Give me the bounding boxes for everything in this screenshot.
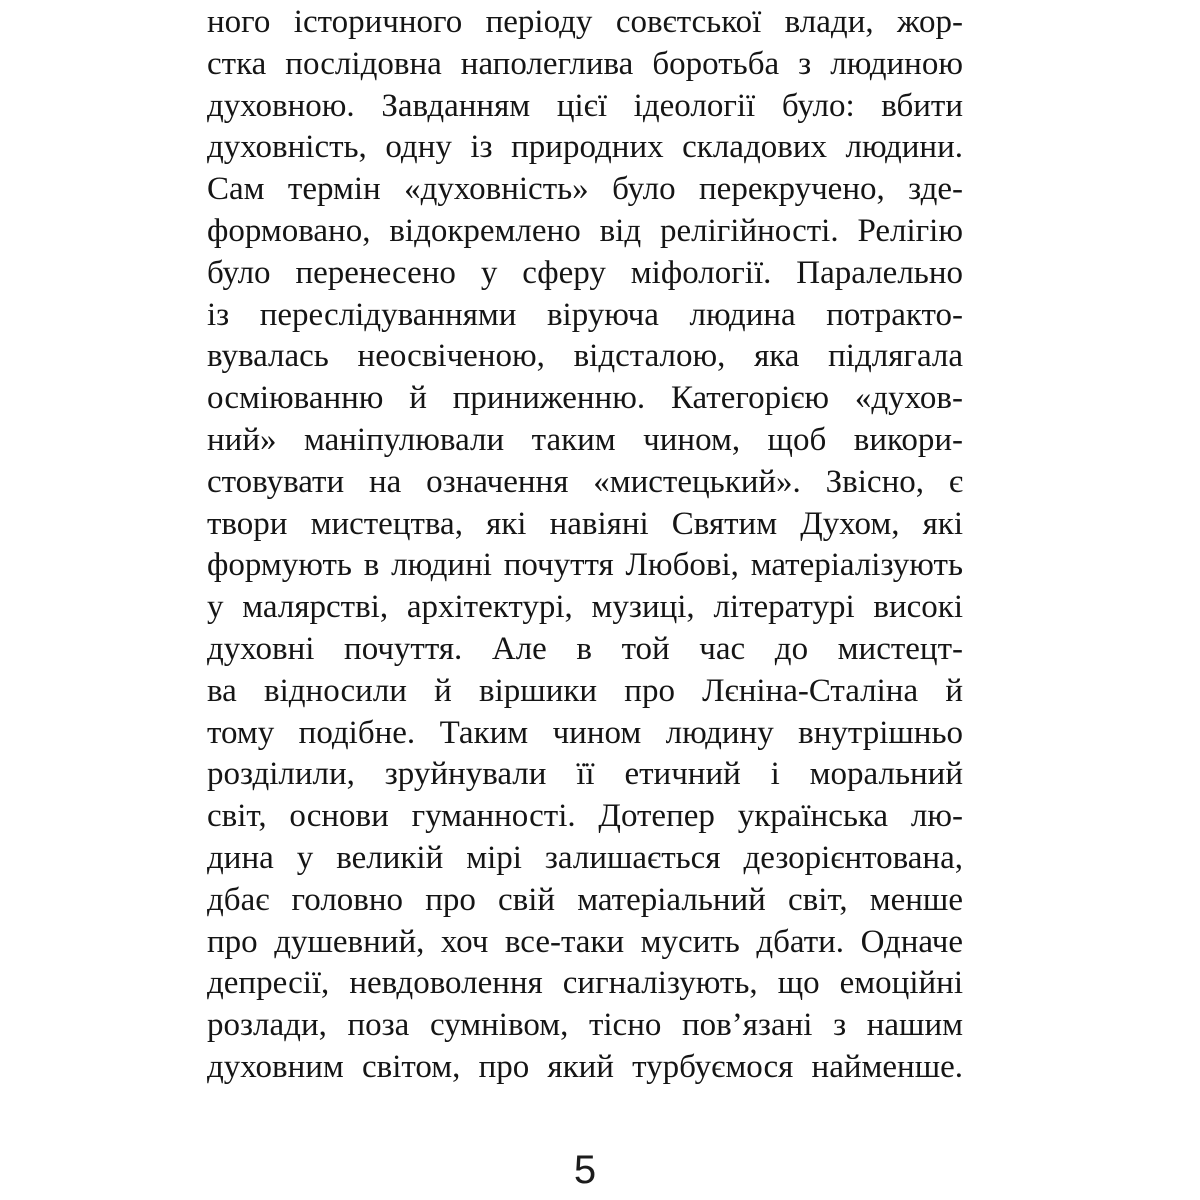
text-line: духовною. Завданням цієї ідеології було: вбити xyxy=(207,87,963,124)
text-line: ний» маніпулювали таким чином, щоб викори- xyxy=(207,421,963,458)
text-line: твори мистецтва, які навіяні Святим Духом, які xyxy=(207,505,963,542)
text-line: формують в людині почуття Любові, матеріалізують xyxy=(207,547,963,584)
text-line: тому подібне. Таким чином людину внутрішньо xyxy=(207,714,963,751)
text-line: із переслідуваннями віруюча людина потракто- xyxy=(207,296,963,333)
text-line: розділили, зруйнували її етичний і моральний xyxy=(207,756,963,793)
text-line: ва відносили й віршики про Лєніна-Сталіна й xyxy=(207,672,963,709)
text-line: дбає головно про свій матеріальний світ, менше xyxy=(207,881,963,918)
text-line: духовність, одну із природних складових людини. xyxy=(207,129,963,166)
text-line: розлади, поза сумнівом, тісно пов’язані з нашим xyxy=(207,1007,963,1044)
text-line: духовним світом, про який турбуємося найменше. xyxy=(207,1048,963,1085)
text-line: у малярстві, архітектурі, музиці, літературі високі xyxy=(207,589,963,626)
text-line: осміюванню й приниженню. Категорією «духов- xyxy=(207,380,963,417)
text-line: світ, основи гуманності. Дотепер українська лю- xyxy=(207,798,963,835)
text-line: духовні почуття. Але в той час до мистецт- xyxy=(207,630,963,667)
text-line: вувалась неосвіченою, відсталою, яка підлягала xyxy=(207,338,963,375)
text-line: стовувати на означення «мистецький». Звісно, є xyxy=(207,463,963,500)
page-number: 5 xyxy=(573,1148,597,1192)
text-line: Сам термін «духовність» було перекручено, зде- xyxy=(207,171,963,208)
body-text xyxy=(207,2,963,1089)
text-line: депресії, невдоволення сигналізують, що емоційні xyxy=(207,965,963,1002)
text-line: було перенесено у сферу міфології. Паралельно xyxy=(207,254,963,291)
text-line: стка послідовна наполеглива боротьба з людиною xyxy=(207,45,963,82)
text-line: ного історичного періоду совєтської влади, жор- xyxy=(207,4,963,40)
text-line: формовано, відокремлено від релігійності. Релігію xyxy=(207,212,963,249)
text-line: про душевний, хоч все-таки мусить дбати. Одначе xyxy=(207,923,963,960)
text-line: дина у великій мірі залишається дезорієнтована, xyxy=(207,839,963,876)
